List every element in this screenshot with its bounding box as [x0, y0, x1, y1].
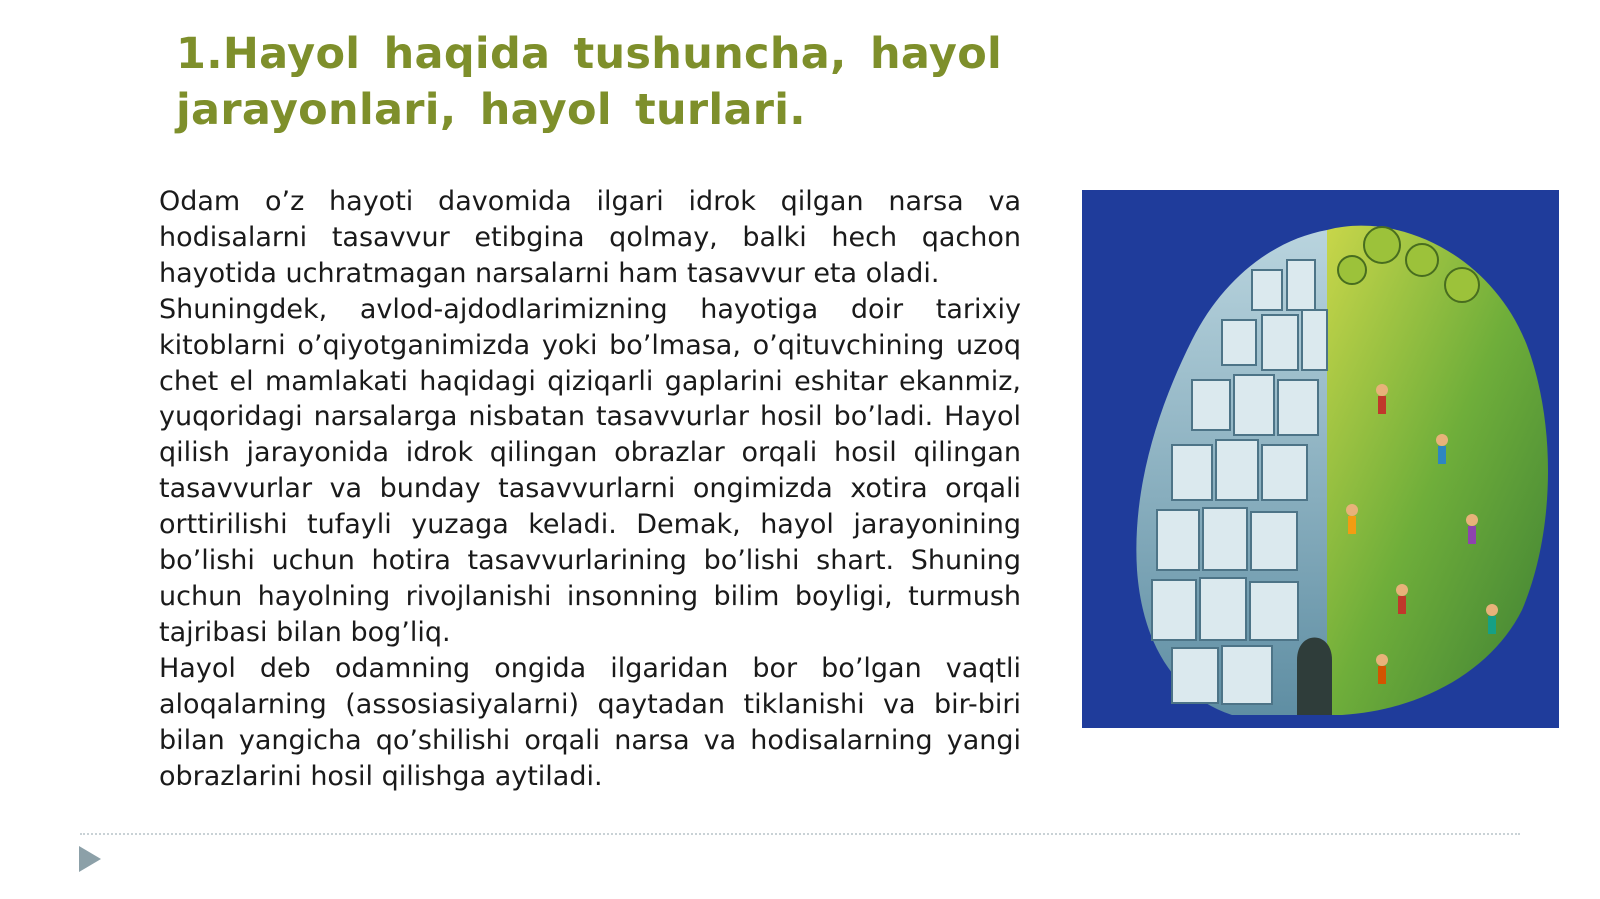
- slide-title: [176, 26, 1003, 138]
- tunnel-arch: [1297, 638, 1332, 716]
- green-hill-shape: [1327, 226, 1548, 715]
- paragraph-1: Odam o’z hayoti davomida ilgari idrok qilgan narsa va hodisalarni tasavvur etibgina qolmay, balki hech qachon hayotida uchratmagan narsalarni ham tasavvur eta oladi.: [159, 186, 1021, 289]
- paragraph-2: Shuningdek, avlod-ajdodlarimizning hayotiga doir tarixiy kitoblarni o’qiyotganimizda yoki bo’lmasa, o’qituvchining uzoq chet el mamlakati haqidagi qiziqarli gaplarini eshitar ekanmiz, yuqoridagi narsalarga nisbatan tasavvurlar hosil bo’ladi. Hayol qilish jarayonida idrok qilingan obrazlar orqali hosil qilingan tasavvurlar va bunday tasavvurlarni ongimizda xotira orqali orttirilishi tufayli yuzaga keladi. Demak, hayol jarayonining bo’lishi uchun hotira tasavvurlarining bo’lishi shart. Shuning uchun hayolning rivojlanishi insonning bilim boyligi, turmush tajribasi bilan bog’liq.: [159, 293, 1021, 648]
- brain-city-illustration: [1082, 190, 1559, 728]
- illustration-graphic: [1082, 190, 1559, 728]
- paragraph-3: Hayol deb odamning ongida ilgaridan bor bo’lgan vaqtli aloqalarning (assosiasiyalarni) qaytadan tiklanishi va bir-biri bilan yangicha qo’shilishi orqali narsa va hodisalarning yangi obrazlarini hosil qilishga aytiladi.: [159, 652, 1021, 792]
- body-text: [159, 184, 1021, 794]
- title-line-1: 1.Hayol haqida tushuncha, hayol: [176, 29, 1003, 79]
- footer-divider: [80, 833, 1520, 835]
- title-line-2: jarayonlari, hayol turlari.: [176, 85, 806, 135]
- play-arrow-icon[interactable]: [79, 846, 101, 872]
